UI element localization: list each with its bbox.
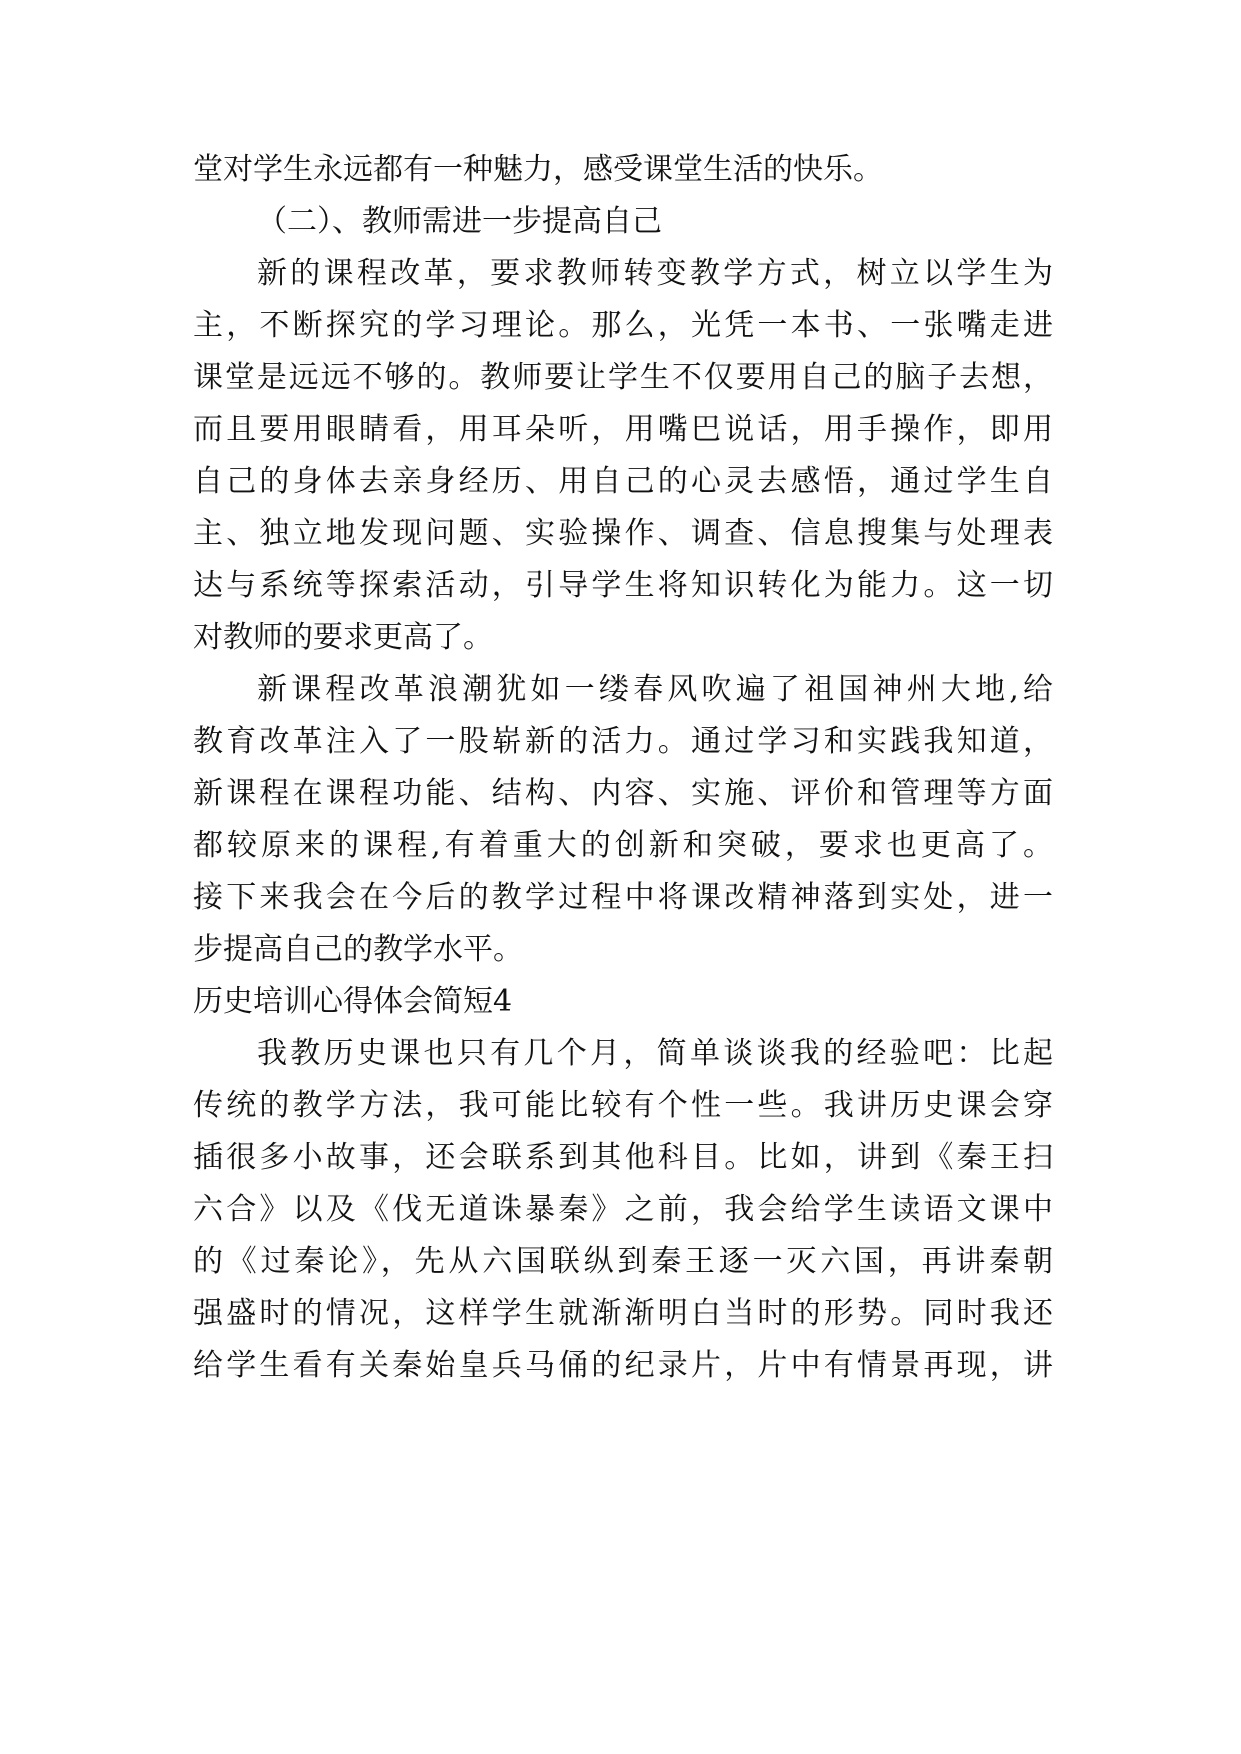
text-line: 教育改革注入了一股崭新的活力。通过学习和实践我知道， [193, 724, 1053, 759]
text-line: 强盛时的情况，这样学生就渐渐明白当时的形势。同时我还 [193, 1296, 1053, 1331]
text-line: 给学生看有关秦始皇兵马俑的纪录片，片中有情景再现，讲 [193, 1348, 1053, 1383]
text-line: 堂对学生永远都有一种魅力，感受课堂生活的快乐。 [193, 152, 883, 187]
text-line: 主、独立地发现问题、实验操作、调查、信息搜集与处理表 [193, 516, 1053, 551]
text-line: 六合》以及《伐无道诛暴秦》之前，我会给学生读语文课中 [193, 1192, 1053, 1227]
text-line: 我教历史课也只有几个月，简单谈谈我的经验吧：比起 [257, 1036, 1053, 1071]
text-line: 主，不断探究的学习理论。那么，光凭一本书、一张嘴走进 [193, 308, 1053, 343]
section-title: 历史培训心得体会简短4 [193, 984, 513, 1019]
section-heading: （二）、教师需进一步提高自己 [257, 204, 662, 239]
text-line: 自己的身体去亲身经历、用自己的心灵去感悟，通过学生自 [193, 464, 1053, 499]
text-line: 接下来我会在今后的教学过程中将课改精神落到实处，进一 [193, 880, 1053, 915]
text-line: 步提高自己的教学水平。 [193, 932, 523, 967]
text-line: 都较原来的课程,有着重大的创新和突破，要求也更高了。 [193, 828, 1053, 863]
text-line: 而且要用眼睛看，用耳朵听，用嘴巴说话，用手操作，即用 [193, 412, 1053, 447]
text-line: 新的课程改革，要求教师转变教学方式，树立以学生为 [257, 256, 1053, 291]
text-line: 的《过秦论》，先从六国联纵到秦王逐一灭六国，再讲秦朝 [193, 1244, 1053, 1279]
text-line: 传统的教学方法，我可能比较有个性一些。我讲历史课会穿 [193, 1088, 1053, 1123]
text-line: 插很多小故事，还会联系到其他科目。比如，讲到《秦王扫 [193, 1140, 1053, 1175]
text-line: 对教师的要求更高了。 [193, 620, 493, 655]
text-line: 课堂是远远不够的。教师要让学生不仅要用自己的脑子去想， [193, 360, 1053, 395]
text-line: 新课程在课程功能、结构、内容、实施、评价和管理等方面 [193, 776, 1053, 811]
text-line: 新课程改革浪潮犹如一缕春风吹遍了祖国神州大地,给 [257, 672, 1053, 707]
text-line: 达与系统等探索活动，引导学生将知识转化为能力。这一切 [193, 568, 1053, 603]
